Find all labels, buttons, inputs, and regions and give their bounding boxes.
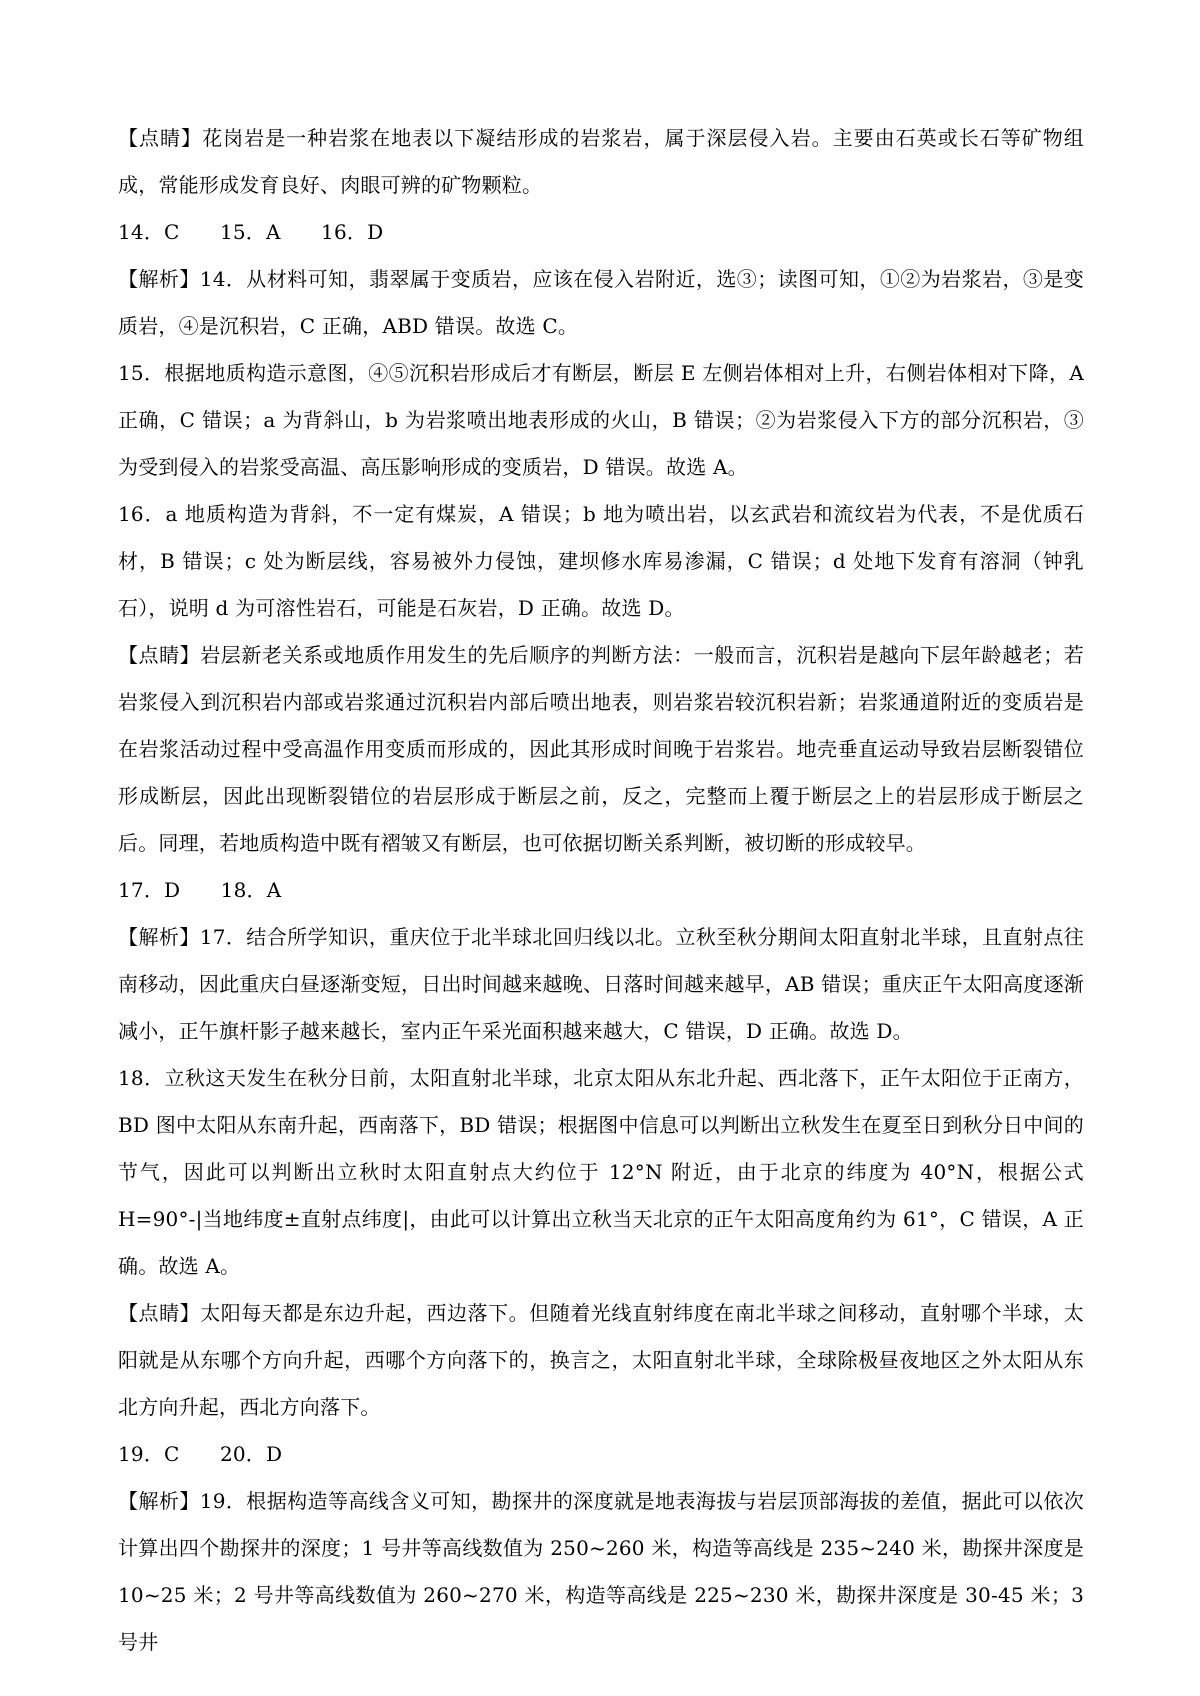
analysis-text: 17．结合所学知识，重庆位于北半球北回归线以北。立秋至秋分期间太阳直射北半球，且直射点往南移动，因此重庆白昼逐渐变短，日出时间越来越晚、日落时间越来越早，AB 错误；重庆正午太阳高度逐渐减小，正午旗杆影子越来越长，室内正午采光面积越来越大，C 错误，D 正确。故选 D。 bbox=[118, 925, 1085, 1043]
note-tag: 【点睛】 bbox=[118, 643, 201, 667]
analysis-tag: 【解析】 bbox=[118, 267, 200, 291]
analysis-text: 19．根据构造等高线含义可知，勘探井的深度就是地表海拔与岩层顶部海拔的差值，据此可以依次计算出四个勘探井的深度；1 号井等高线数值为 250~260 米，构造等高线是 235~240 米，勘探井深度是 10~25 米；2 号井等高线数值为 260~270 米，构造等高线是 225~230 米，勘探井深度是 30-45 米；3 号井 bbox=[118, 1489, 1085, 1654]
analysis-paragraph bbox=[118, 914, 1084, 1055]
note-paragraph bbox=[118, 1290, 1084, 1431]
note-text: 花岗岩是一种岩浆在地表以下凝结形成的岩浆岩，属于深层侵入岩。主要由石英或长石等矿物组成，常能形成发育良好、肉眼可辨的矿物颗粒。 bbox=[118, 126, 1084, 197]
answer-explanations bbox=[118, 115, 1084, 1666]
analysis-text: 14．从材料可知，翡翠属于变质岩，应该在侵入岩附近，选③；读图可知，①②为岩浆岩，③是变质岩，④是沉积岩，C 正确，ABD 错误。故选 C。 bbox=[118, 267, 1085, 338]
answer-key-line: 19．C 20．D bbox=[118, 1442, 283, 1466]
note-paragraph bbox=[118, 115, 1084, 209]
note-paragraph bbox=[118, 632, 1084, 867]
analysis-tag: 【解析】 bbox=[118, 925, 200, 949]
note-tag: 【点睛】 bbox=[118, 1301, 201, 1325]
analysis-paragraph bbox=[118, 256, 1084, 350]
answer-key-line: 17．D 18．A bbox=[118, 878, 282, 902]
note-text: 太阳每天都是东边升起，西边落下。但随着光线直射纬度在南北半球之间移动，直射哪个半球，太阳就是从东哪个方向升起，西哪个方向落下的，换言之，太阳直射北半球，全球除极昼夜地区之外太阳从东北方向升起，西北方向落下。 bbox=[118, 1301, 1084, 1419]
explanation-paragraph: 16．a 地质构造为背斜，不一定有煤炭，A 错误；b 地为喷出岩，以玄武岩和流纹岩为代表，不是优质石材，B 错误；c 处为断层线，容易被外力侵蚀，建坝修水库易渗漏，C 错误；d 处地下发育有溶洞（钟乳石），说明 d 为可溶性岩石，可能是石灰岩，D 正确。故选 D。 bbox=[118, 502, 1084, 620]
explanation-paragraph: 15．根据地质构造示意图，④⑤沉积岩形成后才有断层，断层 E 左侧岩体相对上升，右侧岩体相对下降，A 正确，C 错误；a 为背斜山，b 为岩浆喷出地表形成的火山，B 错误；②为岩浆侵入下方的部分沉积岩，③为受到侵入的岩浆受高温、高压影响形成的变质岩，D 错误。故选 A。 bbox=[118, 361, 1084, 479]
analysis-paragraph bbox=[118, 1478, 1084, 1666]
note-text: 岩层新老关系或地质作用发生的先后顺序的判断方法：一般而言，沉积岩是越向下层年龄越老；若岩浆侵入到沉积岩内部或岩浆通过沉积岩内部后喷出地表，则岩浆岩较沉积岩新；岩浆通道附近的变质岩是在岩浆活动过程中受高温作用变质而形成的，因此其形成时间晚于岩浆岩。地壳垂直运动导致岩层断裂错位形成断层，因此出现断裂错位的岩层形成于断层之前，反之，完整而上覆于断层之上的岩层形成于断层之后。同理，若地质构造中既有褶皱又有断层，也可依据切断关系判断，被切断的形成较早。 bbox=[118, 643, 1084, 855]
analysis-tag: 【解析】 bbox=[118, 1489, 200, 1513]
note-tag: 【点睛】 bbox=[118, 126, 203, 150]
explanation-paragraph: 18．立秋这天发生在秋分日前，太阳直射北半球，北京太阳从东北升起、西北落下，正午太阳位于正南方，BD 图中太阳从东南升起，西南落下，BD 错误；根据图中信息可以判断出立秋发生在夏至日到秋分日中间的节气，因此可以判断出立秋时太阳直射点大约位于 12°N 附近，由于北京的纬度为 40°N，根据公式 H=90°-|当地纬度±直射点纬度|，由此可以计算出立秋当天北京的正午太阳高度角约为 61°，C 错误，A 正确。故选 A。 bbox=[118, 1066, 1084, 1278]
answer-key-line: 14．C 15．A 16．D bbox=[118, 220, 384, 244]
